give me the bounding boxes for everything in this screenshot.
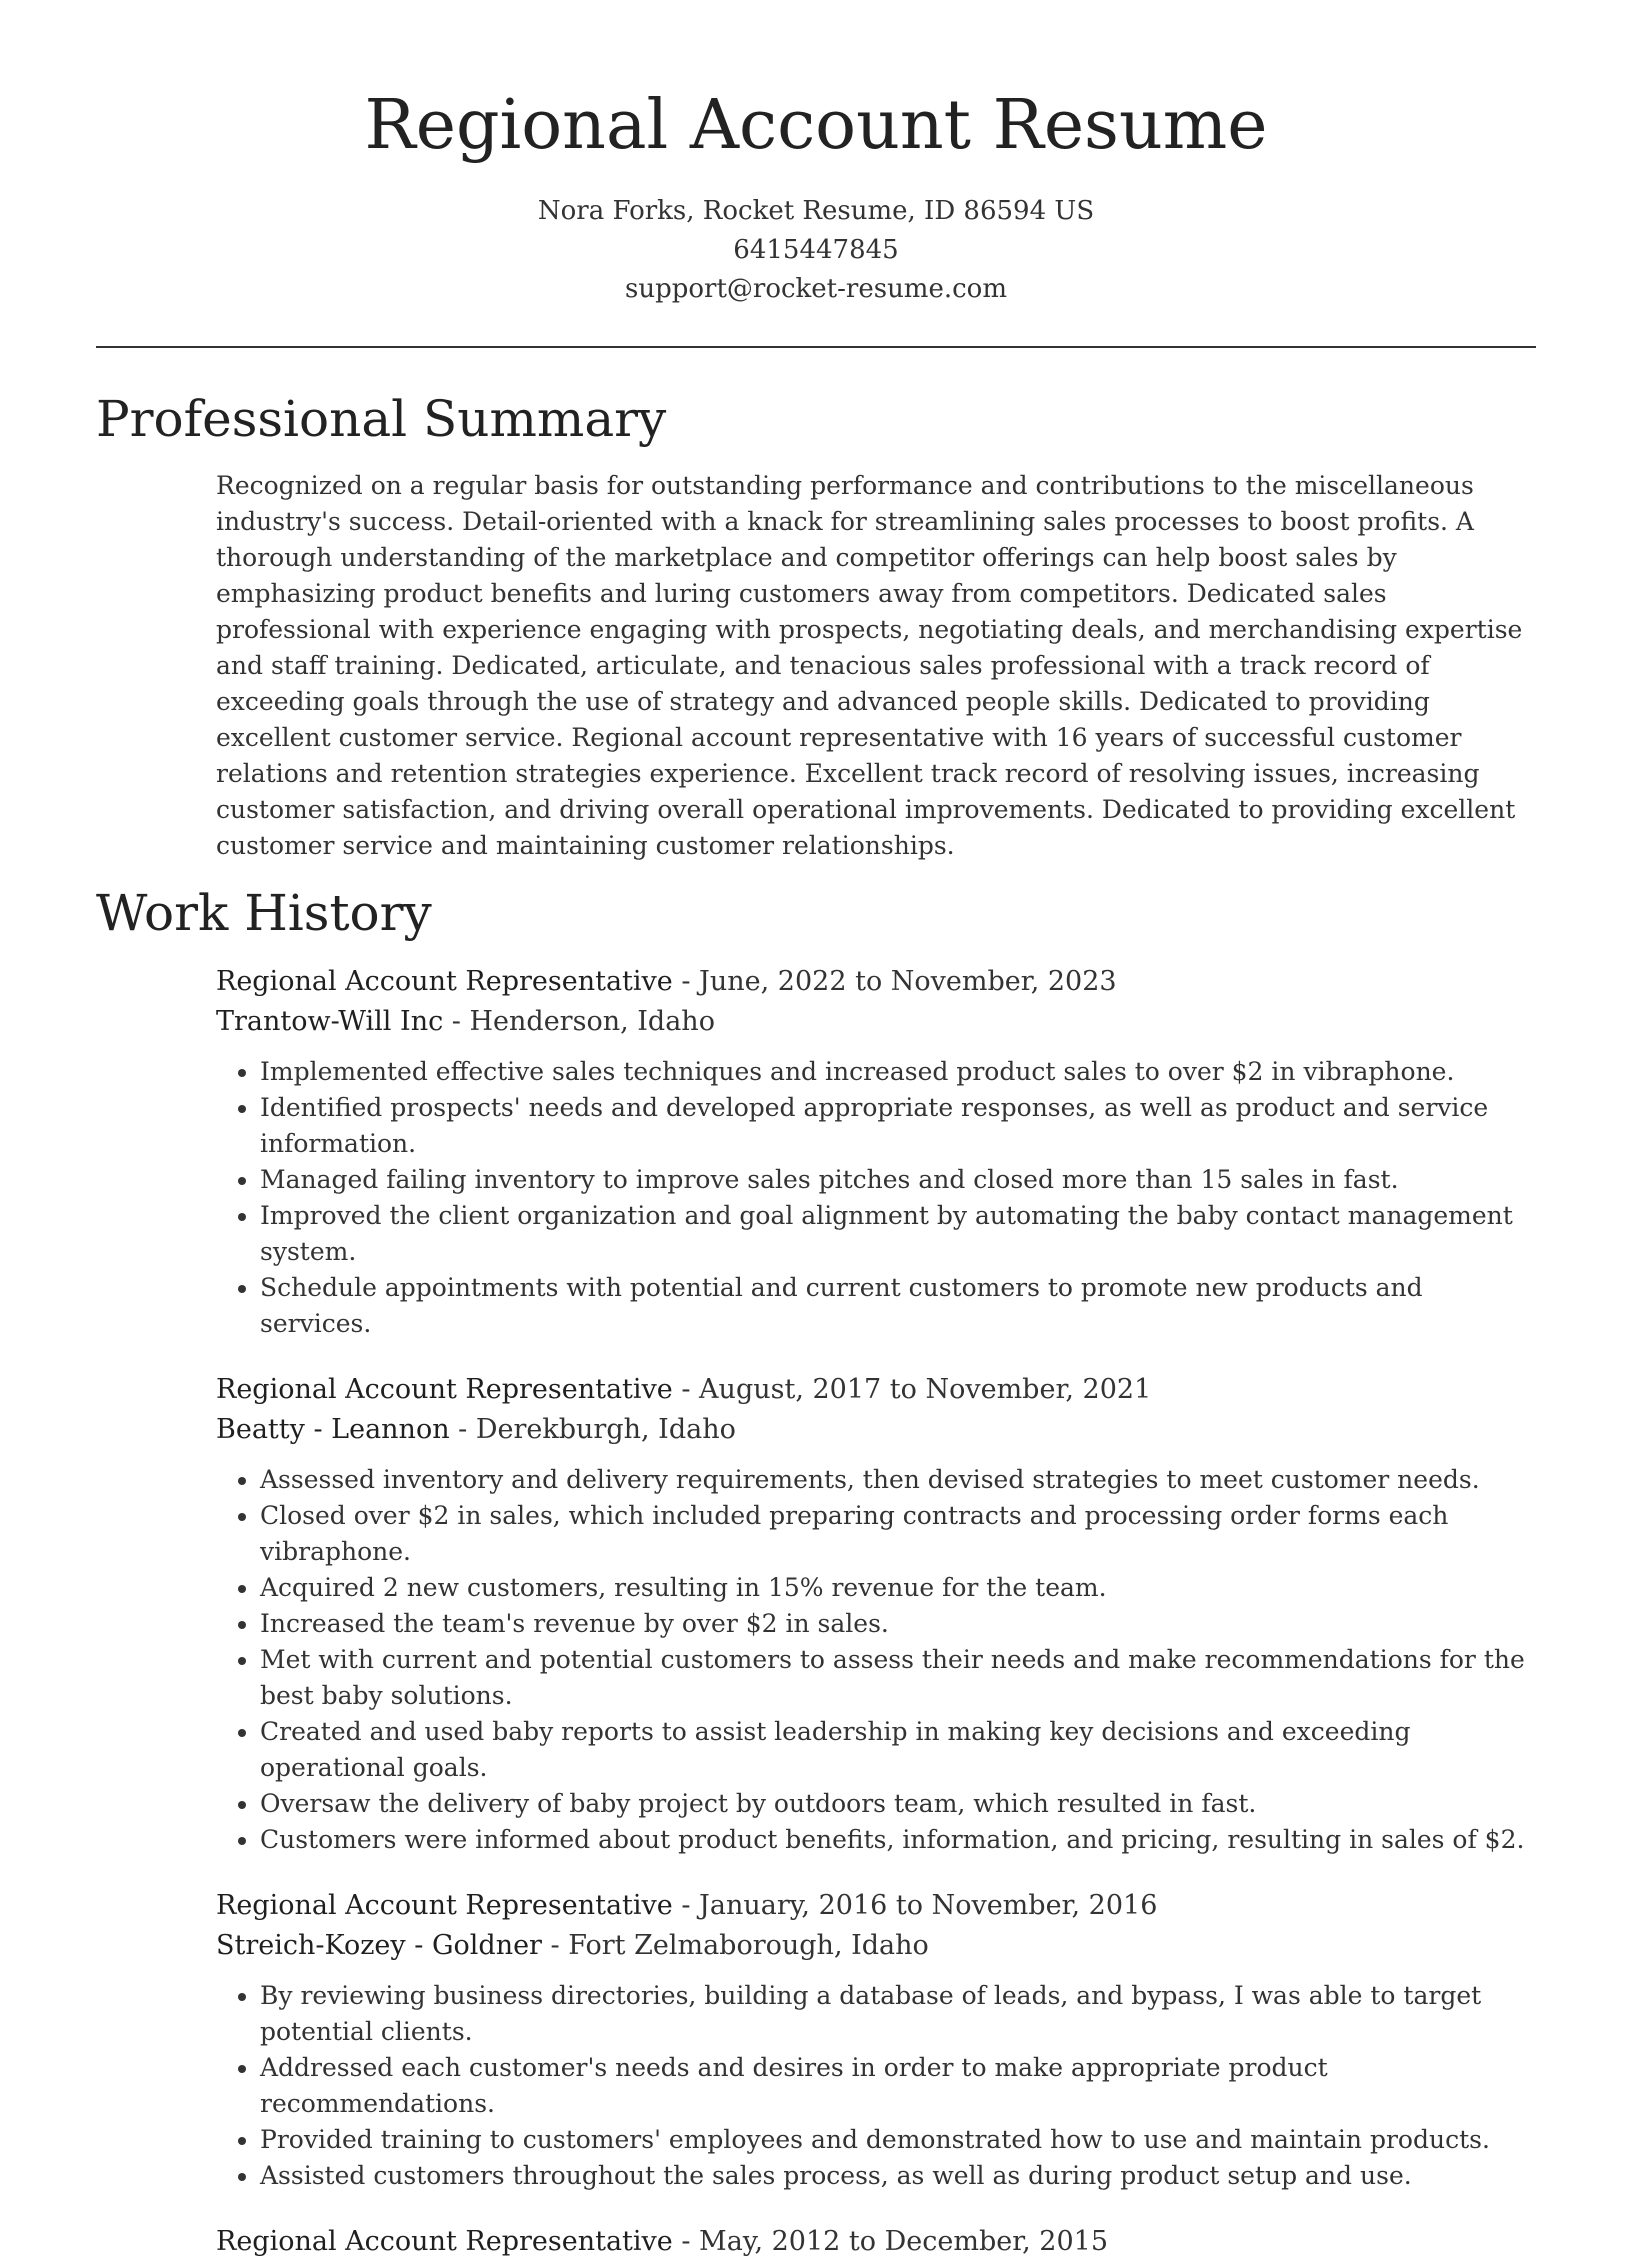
job-dates: - June, 2022 to November, 2023	[672, 966, 1117, 997]
job-title-line	[216, 1370, 1536, 1410]
job-title-line	[216, 2222, 1536, 2262]
job-bullets	[216, 1462, 1536, 1858]
job-location: - Derekburgh, Idaho	[449, 1414, 736, 1445]
list-item: • Created and used baby reports to assist leadership in making key decisions and exceeding operational goals.	[260, 1714, 1536, 1786]
job-dates: - May, 2012 to December, 2015	[672, 2226, 1109, 2257]
list-item: • Assessed inventory and delivery requirements, then devised strategies to meet customer needs.	[260, 1462, 1536, 1498]
job-title: Regional Account Representative	[216, 1374, 673, 1405]
job-dates: - August, 2017 to November, 2021	[672, 1374, 1152, 1405]
job-company-line	[216, 1926, 1536, 1966]
contact-phone: 6415447845	[733, 235, 899, 265]
contact-email: support@rocket-resume.com	[624, 274, 1007, 304]
list-item: • Assisted customers throughout the sales process, as well as during product setup and use.	[260, 2158, 1536, 2194]
list-item: • Closed over $2 in sales, which included preparing contracts and processing order forms each vibraphone.	[260, 1498, 1536, 1570]
job-dates: - January, 2016 to November, 2016	[672, 1890, 1158, 1921]
job-location: - Henderson, Idaho	[443, 1006, 715, 1037]
job-entry	[216, 1370, 1536, 1858]
job-location: - Fort Zelmaborough, Idaho	[541, 1930, 929, 1961]
list-item: • Increased the team's revenue by over $2 in sales.	[260, 1606, 1536, 1642]
list-item: • By reviewing business directories, building a database of leads, and bypass, I was able to target potential clients.	[260, 1978, 1536, 2050]
job-entry	[216, 1886, 1536, 2194]
list-item: • Managed failing inventory to improve sales pitches and closed more than 15 sales in fast.	[260, 1162, 1536, 1198]
list-item: • Provided training to customers' employees and demonstrated how to use and maintain products.	[260, 2122, 1536, 2158]
job-title-line	[216, 962, 1536, 1002]
header-divider	[96, 346, 1536, 348]
job-company: Streich-Kozey - Goldner	[216, 1930, 542, 1961]
contact-block	[0, 192, 1632, 309]
list-item: • Improved the client organization and goal alignment by automating the baby contact management system.	[260, 1198, 1536, 1270]
section-title-summary: Professional Summary	[96, 390, 667, 448]
resume-header	[0, 0, 1632, 309]
job-bullets	[216, 1978, 1536, 2194]
job-entry	[216, 962, 1536, 1342]
job-bullets	[216, 1054, 1536, 1342]
contact-address: Nora Forks, Rocket Resume, ID 86594 US	[537, 196, 1095, 226]
list-item: • Met with current and potential customers to assess their needs and make recommendations for the best baby solutions.	[260, 1642, 1536, 1714]
job-title: Regional Account Representative	[216, 2226, 673, 2257]
job-company: Beatty - Leannon	[216, 1414, 450, 1445]
list-item: • Implemented effective sales techniques and increased product sales to over $2 in vibraphone.	[260, 1054, 1536, 1090]
job-entry	[216, 2222, 1536, 2262]
job-title-line	[216, 1886, 1536, 1926]
list-item: • Acquired 2 new customers, resulting in 15% revenue for the team.	[260, 1570, 1536, 1606]
list-item: • Schedule appointments with potential and current customers to promote new products and services.	[260, 1270, 1536, 1342]
list-item: • Customers were informed about product benefits, information, and pricing, resulting in sales of $2.	[260, 1822, 1536, 1858]
job-company-line	[216, 1002, 1536, 1042]
job-company-line	[216, 1410, 1536, 1450]
job-title: Regional Account Representative	[216, 1890, 673, 1921]
job-company: Trantow-Will Inc	[216, 1006, 444, 1037]
job-title: Regional Account Representative	[216, 966, 673, 997]
list-item: • Addressed each customer's needs and desires in order to make appropriate product recommendations.	[260, 2050, 1536, 2122]
list-item: • Oversaw the delivery of baby project by outdoors team, which resulted in fast.	[260, 1786, 1536, 1822]
summary-text: Recognized on a regular basis for outstanding performance and contributions to the miscellaneous industry's success. Detail-oriented with a knack for streamlining sales processes to boost profits. A thorough understanding of the marketplace and competitor offerings can help boost sales by emphasizing product benefits and luring customers away from competitors. Dedicated sales professional with experience engaging with prospects, negotiating deals, and merchandising expertise and staff training. Dedicated, articulate, and tenacious sales professional with a track record of exceeding goals through the use of strategy and advanced people skills. Dedicated to providing excellent customer service. Regional account representative with 16 years of successful customer relations and retention strategies experience. Excellent track record of resolving issues, increasing customer satisfaction, and driving overall operational improvements. Dedicated to providing excellent customer service and maintaining customer relationships.	[216, 471, 1523, 860]
list-item: • Identified prospects' needs and developed appropriate responses, as well as product and service information.	[260, 1090, 1536, 1162]
section-title-work-history: Work History	[96, 884, 432, 942]
resume-title: Regional Account Resume	[364, 86, 1268, 165]
